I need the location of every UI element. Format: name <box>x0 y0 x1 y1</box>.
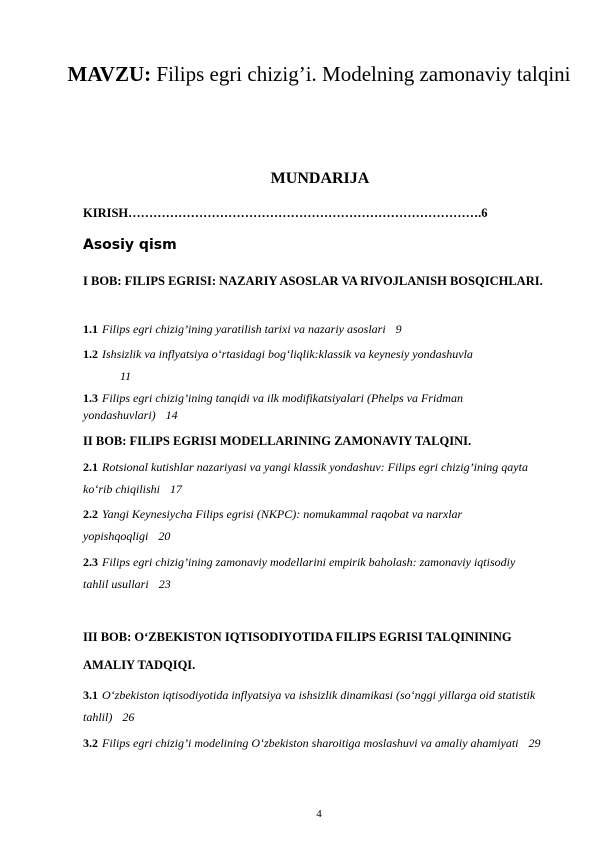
entry-page: 20 <box>158 529 171 543</box>
entry-text: Filips egri chizig’ining yaratilish tarixi va nazariy asoslari <box>102 322 386 336</box>
entry-text: Yangi Keynesiycha Filips egrisi (NKPC): nomukammal raqobat va narxlar yopishqoqligi <box>83 507 463 543</box>
section-heading: Asosiy qism <box>83 237 177 253</box>
entry-page: 9 <box>395 322 402 336</box>
document-title <box>60 55 578 93</box>
entry-number: 3.2 <box>83 736 98 750</box>
chapter-3-title: III BOB: O‘ZBEKISTON IQTISODIYOTIDA FILIPS EGRISI TALQININING AMALIY TADQIQI. <box>83 630 512 672</box>
entry-page: 11 <box>120 369 132 383</box>
toc-entry-1-2 <box>83 343 543 387</box>
toc-entry-1-1 <box>83 320 543 338</box>
toc-entry-2-1 <box>83 456 543 500</box>
entry-number: 2.3 <box>83 555 98 569</box>
entry-number: 1.3 <box>83 391 98 405</box>
entry-page: 23 <box>158 577 171 591</box>
toc-entry-3-1 <box>83 684 543 728</box>
entry-number: 3.1 <box>83 688 98 702</box>
page-number: 4 <box>316 808 322 820</box>
entry-text: O‘zbekiston iqtisodiyotida inflyatsiya va ishsizlik dinamikasi (so‘nggi yillarga oid statistik tahlil) <box>83 688 536 724</box>
chapter-2-title: II BOB: FILIPS EGRISI MODELLARINING ZAMONAVIY TALQINI. <box>83 434 472 448</box>
entry-text: Filips egri chizig’ining tanqidi va ilk modifikatsiyalari (Phelps va Fridman yondashuvlari) <box>83 391 463 422</box>
entry-page: 26 <box>122 710 135 724</box>
title-text: Filips egri chizig’i. Modelning zamonaviy talqini <box>156 62 571 86</box>
entry-number: 1.2 <box>83 347 98 361</box>
entry-number: 2.1 <box>83 460 98 474</box>
entry-page: 14 <box>165 408 178 422</box>
toc-entry-2-3 <box>83 551 543 595</box>
entry-text: Ishsizlik va inflyatsiya o‘rtasidagi bog‘liqlik:klassik va keynesiy yondashuvla <box>102 347 473 361</box>
toc-entry-kirish: KIRISH………………………………………………………………………….6 <box>83 206 488 220</box>
entry-number: 1.1 <box>83 322 98 336</box>
entry-text: Rotsional kutishlar nazariyasi va yangi klassik yondashuv: Filips egri chizig’ining qayta ko‘rib chiqilishi <box>83 460 528 496</box>
toc-entry-2-2 <box>83 503 543 547</box>
entry-text: Filips egri chizig’i modelining O‘zbekiston sharoitiga moslashuvi va amaliy ahamiyati <box>102 736 519 750</box>
toc-entry-1-3 <box>83 390 543 424</box>
chapter-1-title: I BOB: FILIPS EGRISI: NAZARIY ASOSLAR VA RIVOJLANISH BOSQICHLARI. <box>83 274 543 288</box>
toc-entry-3-2 <box>83 732 543 754</box>
title-label: MAVZU: <box>67 62 152 86</box>
entry-text: Filips egri chizig’ining zamonaviy modellarini empirik baholash: zamonaviy iqtisodiy tahlil usullari <box>83 555 516 591</box>
entry-page: 29 <box>528 736 541 750</box>
entry-page: 17 <box>170 482 182 496</box>
entry-number: 2.2 <box>83 507 98 521</box>
toc-heading: MUNDARIJA <box>270 170 370 187</box>
